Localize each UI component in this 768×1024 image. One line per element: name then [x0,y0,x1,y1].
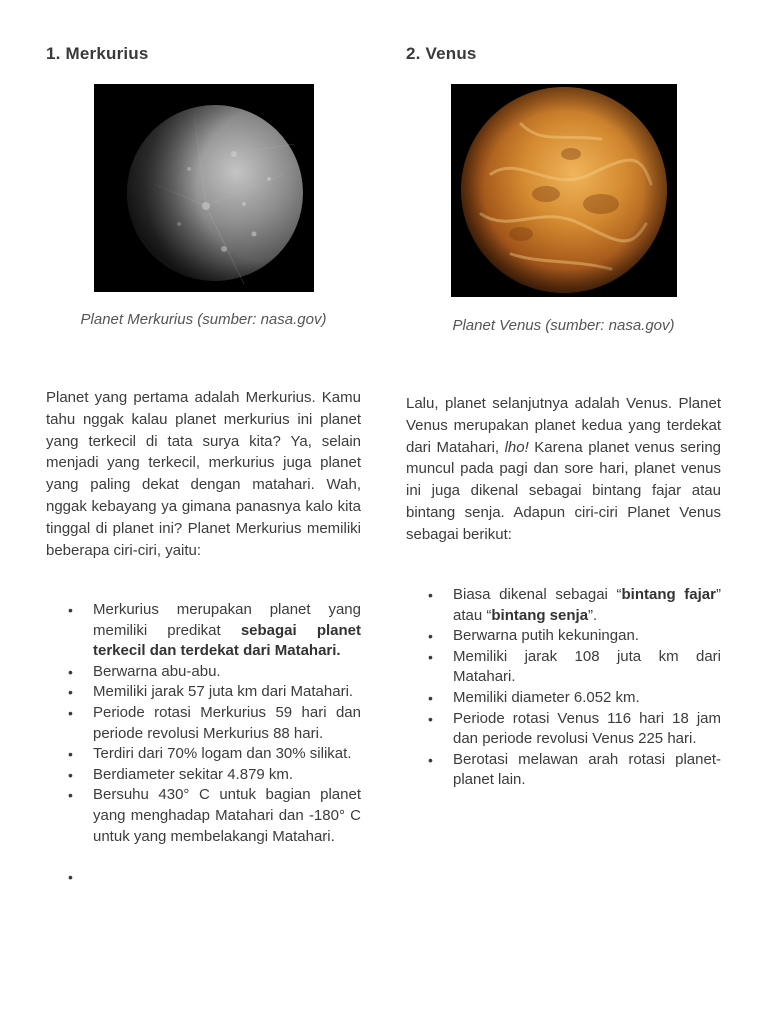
list-item [406,585,721,626]
list-item [46,785,361,847]
list-item [46,682,361,703]
list-item [406,688,721,709]
venus-bullet-1: Berwarna putih kekuningan. [453,627,639,645]
mercury-bullet-6: Bersuhu 430° C untuk bagian planet yang menghadap Matahari dan -180° C untuk yang membelakangi Matahari. [93,786,361,845]
venus-paragraph-italic: lho! [504,438,529,456]
list-item [406,647,721,688]
list-item [46,600,361,662]
venus-bullet-2: Memiliki jarak 108 juta km dari Matahari. [453,647,721,686]
mercury-image [94,84,314,292]
mercury-bullet-1: Berwarna abu-abu. [93,662,221,680]
list-item [46,662,361,683]
venus-bullet-5: Berotasi melawan arah rotasi planet-planet lain. [453,750,721,789]
venus-bullet-list [406,585,721,791]
mercury-bullet-5: Berdiameter sekitar 4.879 km. [93,765,294,783]
list-item [406,750,721,791]
mercury-bullet-4: Terdiri dari 70% logam dan 30% silikat. [93,745,352,763]
venus-bullet-0-pre: Biasa dikenal sebagai “ [453,586,622,603]
mercury-bullet-0-text: Merkurius merupakan planet yang memiliki predikat [93,601,361,639]
mercury-heading: 1. Merkurius [46,44,149,63]
list-item [406,709,721,750]
mercury-paragraph: Planet yang pertama adalah Merkurius. Kamu tahu nggak kalau planet merkurius ini planet yang terkecil di tata surya kita? Ya, selain menjadi yang terkecil, merkurius juga planet yang paling dekat dengan matahari. Wah, nggak kebayang ya gimana panasnya kalo kita tinggal di planet ini? Planet Merkurius memiliki beberapa ciri-ciri, yaitu: [46,389,361,559]
list-item [46,765,361,786]
list-item [406,626,721,647]
mercury-bullet-2: Memiliki jarak 57 juta km dari Matahari. [93,683,354,701]
venus-paragraph-part-1: Lalu, planet selanjutnya adalah Venus. Planet Venus merupakan planet kedua yang terdekat dari Matahari, [406,395,721,456]
venus-image [451,84,677,297]
venus-bullet-0-post: ”. [588,606,598,624]
mercury-bullet-0-bold: sebagai planet terkecil dan terdekat dari Matahari. [93,621,361,660]
venus-bullet-0-mid: ” atau “ [453,586,721,624]
venus-bullet-0-bold-2: bintang senja [491,606,589,624]
list-item [46,703,361,744]
mercury-bullet-list [46,600,361,888]
mercury-caption: Planet Merkurius (sumber: nasa.gov) [80,311,327,328]
venus-bullet-4: Periode rotasi Venus 116 hari 18 jam dan periode revolusi Venus 225 hari. [453,709,721,748]
venus-bullet-3: Memiliki diameter 6.052 km. [453,688,640,706]
venus-heading: 2. Venus [406,44,477,63]
venus-caption: Planet Venus (sumber: nasa.gov) [452,317,675,334]
venus-bullet-0-bold-1: bintang fajar [621,586,716,603]
list-item [46,744,361,765]
empty-list-item [46,867,361,888]
venus-paragraph [406,393,721,546]
venus-paragraph-part-2: Karena planet venus sering muncul pada pagi dan sore hari, planet venus ini juga dikenal sebagai bintang fajar atau bintang senja. Adapun ciri-ciri Planet Venus sebagai berikut: [406,438,721,543]
mercury-bullet-3: Periode rotasi Merkurius 59 hari dan periode revolusi Merkurius 88 hari. [93,703,361,742]
